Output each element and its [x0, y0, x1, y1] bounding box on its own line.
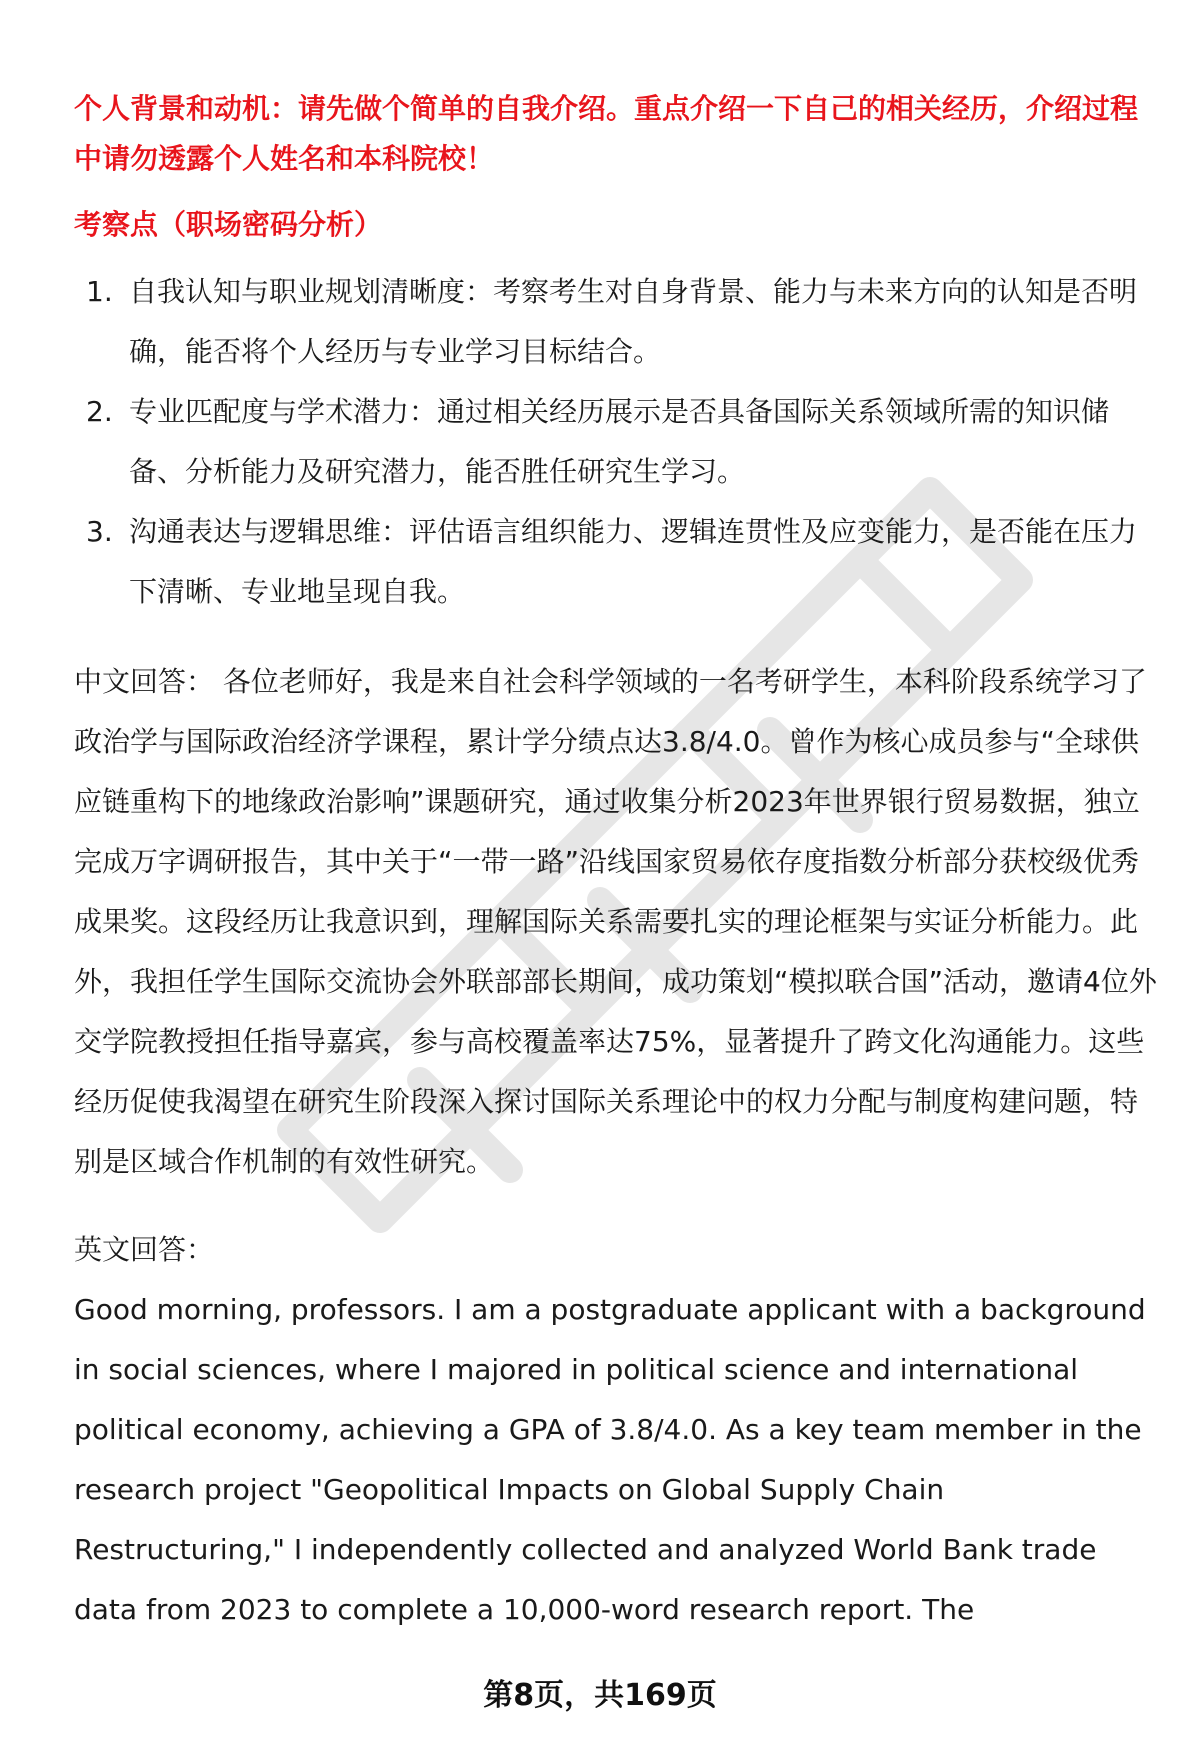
- point-text: 专业匹配度与学术潜力：通过相关经历展示是否具备国际关系领域所需的知识储备、分析能力及研究潜力，能否胜任研究生学习。: [129, 395, 1110, 488]
- assessment-point: [74, 262, 1160, 382]
- english-answer-label: 英文回答：: [74, 1233, 215, 1266]
- english-answer: Good morning, professors. I am a postgraduate applicant with a background in social sciences, where I majored in political science and international political economy, achieving a GPA of 3.8/4.0. As a key team member in the research project "Geopolitical Impacts on Global Supply Chain Restructuring," I independently collected and analyzed World Bank trade data from 2023 to complete a 10,000-word research report. The: [74, 1293, 1146, 1626]
- document-page: [74, 84, 1160, 1640]
- assessment-point: [74, 382, 1160, 502]
- point-number: 3.: [86, 515, 113, 548]
- point-number: 1.: [86, 275, 113, 308]
- page-footer: 第8页，共169页: [483, 1678, 717, 1713]
- assessment-points-list: [74, 262, 1160, 622]
- assessment-subheading: 考察点（职场密码分析）: [74, 208, 383, 241]
- question-heading: 个人背景和动机：请先做个简单的自我介绍。重点介绍一下自己的相关经历，介绍过程中请勿透露个人姓名和本科院校！: [74, 92, 1139, 175]
- point-text: 沟通表达与逻辑思维：评估语言组织能力、逻辑连贯性及应变能力，是否能在压力下清晰、专业地呈现自我。: [129, 515, 1138, 608]
- assessment-point: [74, 502, 1160, 622]
- chinese-answer: 中文回答： 各位老师好，我是来自社会科学领域的一名考研学生，本科阶段系统学习了政治学与国际政治经济学课程，累计学分绩点达3.8/4.0。曾作为核心成员参与“全球供应链重构下的地缘政治影响”课题研究，通过收集分析2023年世界银行贸易数据，独立完成万字调研报告，其中关于“一带一路”沿线国家贸易依存度指数分析部分获校级优秀成果奖。这段经历让我意识到，理解国际关系需要扎实的理论框架与实证分析能力。此外，我担任学生国际交流协会外联部部长期间，成功策划“模拟联合国”活动，邀请4位外交学院教授担任指导嘉宾，参与高校覆盖率达75%，显著提升了跨文化沟通能力。这些经历促使我渴望在研究生阶段深入探讨国际关系理论中的权力分配与制度构建问题，特别是区域合作机制的有效性研究。: [74, 665, 1157, 1178]
- point-text: 自我认知与职业规划清晰度：考察考生对自身背景、能力与未来方向的认知是否明确，能否将个人经历与专业学习目标结合。: [129, 275, 1138, 368]
- point-number: 2.: [86, 395, 113, 428]
